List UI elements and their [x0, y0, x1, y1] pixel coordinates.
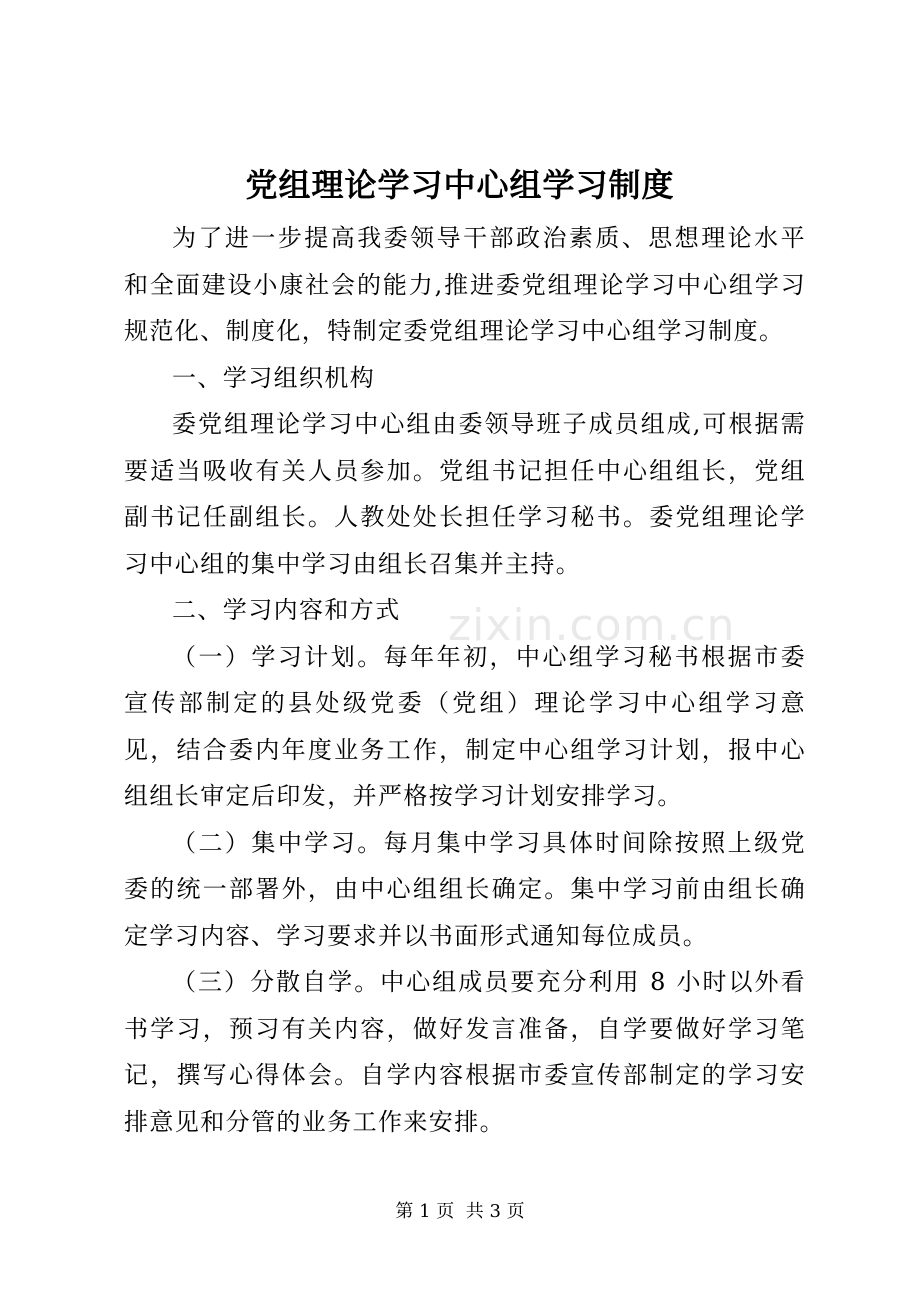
document-body	[124, 215, 806, 1145]
paragraph-self-study: （三）分散自学。中心组成员要充分利用 8 小时以外看书学习，预习有关内容，做好发言准备，自学要做好学习笔记，撰写心得体会。自学内容根据市委宣传部制定的学习安排意见和分管的业务工作来安排。	[124, 968, 806, 1136]
watermark: zixin.com.cn	[448, 600, 736, 651]
section-heading-content-methods: 二、学习内容和方式	[172, 596, 401, 624]
page-footer	[0, 1199, 920, 1225]
paragraph-group-study: （二）集中学习。每月集中学习具体时间除按照上级党委的统一部署外，由中心组组长确定。集中学习前由组长确定学习内容、学习要求并以书面形式通知每位成员。	[124, 828, 806, 950]
page-number-total: 共 3 页	[465, 1201, 525, 1222]
page-number-current: 第 1 页	[395, 1201, 455, 1222]
document-title: 党组理论学习中心组学习制度	[245, 166, 675, 204]
paragraph-intro: 为了进一步提高我委领导干部政治素质、思想理论水平和全面建设小康社会的能力,推进委党组理论学习中心组学习规范化、制度化，特制定委党组理论学习中心组学习制度。	[124, 224, 806, 345]
paragraph-study-plan: （一）学习计划。每年年初，中心组学习秘书根据市委宣传部制定的县处级党委（党组）理论学习中心组学习意见，结合委内年度业务工作，制定中心组学习计划，报中心组组长审定后印发，并严格按学习计划安排学习。	[124, 642, 806, 810]
paragraph-organization: 委党组理论学习中心组由委领导班子成员组成,可根据需要适当吸收有关人员参加。党组书记担任中心组组长，党组副书记任副组长。人教处处长担任学习秘书。委党组理论学习中心组的集中学习由组长召集并主持。	[124, 410, 806, 578]
section-heading-organization: 一、学习组织机构	[172, 363, 376, 392]
